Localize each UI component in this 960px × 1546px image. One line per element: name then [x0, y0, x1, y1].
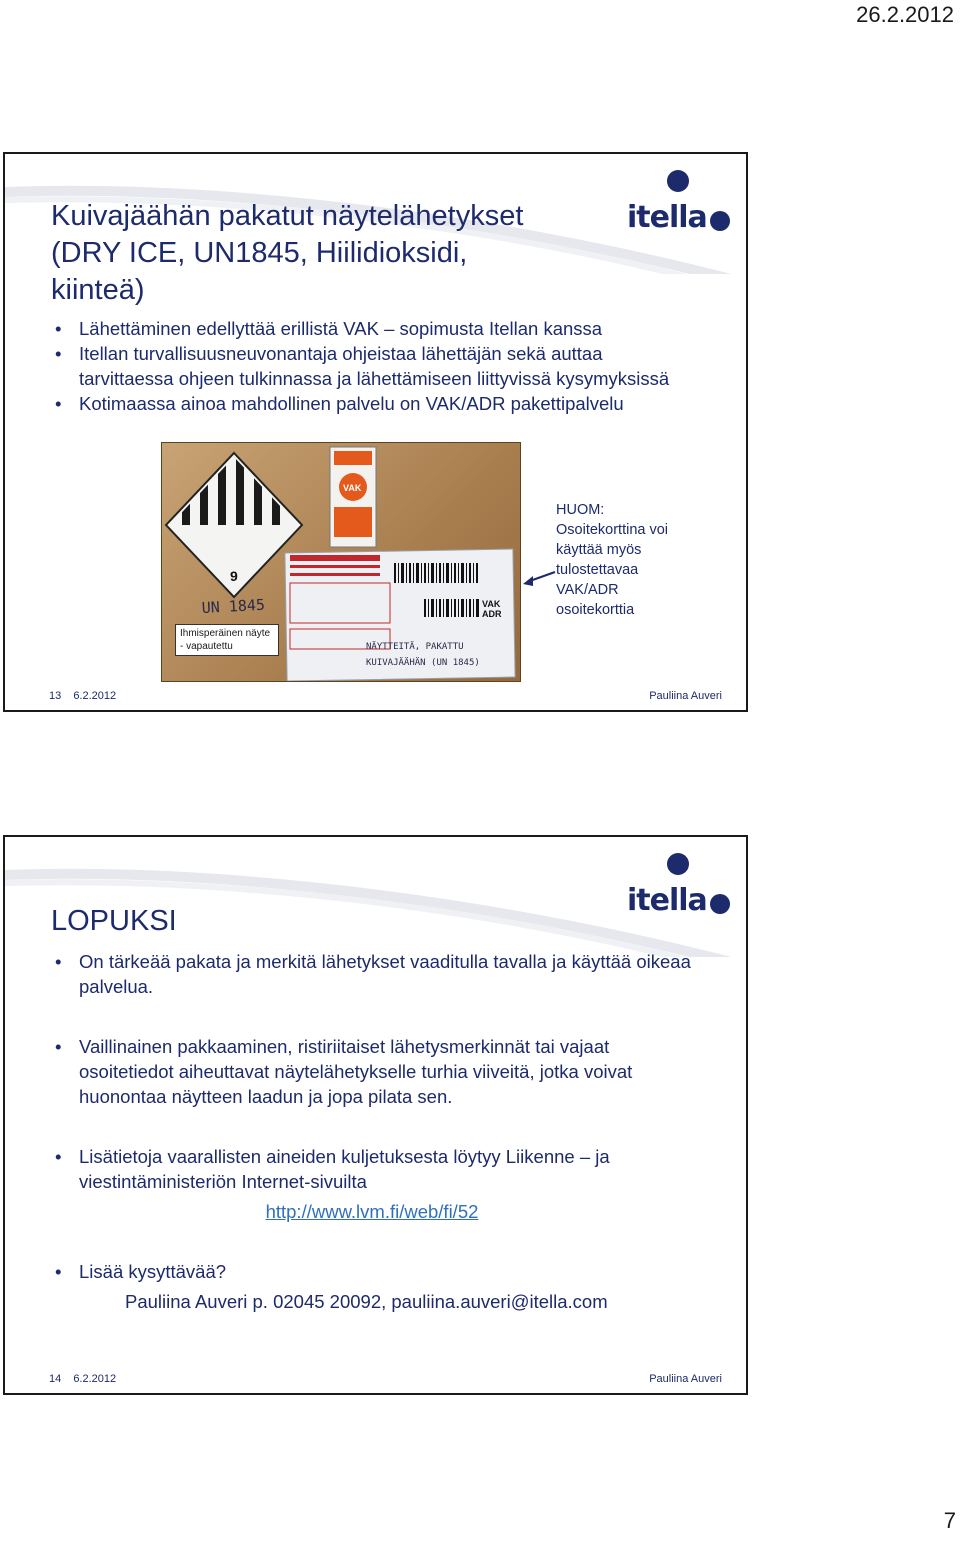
class-number: 9: [230, 568, 238, 584]
svg-text:VAK ADR: [482, 599, 503, 619]
photo-caption: Ihmisperäinen näyte - vapautettu: [175, 624, 279, 656]
handwriting-bottom-line-2: KUIVAJÄÄHÄN (UN 1845): [366, 658, 480, 668]
slide-footer-left: [49, 690, 125, 702]
bullet-text: Lisätietoja vaarallisten aineiden kuljetuksesta löytyy Liikenne – ja viestintäministeriön Internet-sivuilta: [79, 1146, 610, 1192]
handwriting-bottom-line-1: NÄYTTEITÄ, PAKATTU: [366, 642, 464, 652]
bullet-item: • Kotimaassa ainoa mahdollinen palvelu on VAK/ADR pakettipalvelu: [55, 391, 695, 416]
bullet-item: [55, 1259, 705, 1314]
itella-logo: [627, 168, 737, 238]
bullet-item: • Lähettäminen edellyttää erillistä VAK – sopimusta Itellan kanssa: [55, 316, 695, 341]
vak-text: VAK: [343, 483, 362, 493]
note-line: tulostettavaa: [556, 562, 639, 578]
note-line: osoitekorttia: [556, 602, 635, 618]
footer-date: 6.2.2012: [73, 690, 117, 702]
slide-14: [3, 835, 748, 1395]
page-date: 26.2.2012: [856, 2, 954, 27]
note-line: VAK/ADR: [556, 582, 619, 598]
title-line-1: Kuivajäähän pakatut näytelähetykset: [51, 200, 524, 232]
page-number: 7: [943, 1508, 956, 1533]
logo-text: itella: [627, 200, 707, 235]
vak-orange-label: [330, 447, 376, 547]
slide-number: 13: [49, 690, 62, 702]
bullet-list: [55, 316, 695, 416]
bullet-item: • Vaillinainen pakkaaminen, ristiriitaiset lähetysmerkinnät tai vajaat osoitetiedot aiheuttavat näytelähetykselle turhia viiveitä, jotka voivat huonontaa näytteen laadun ja jopa pilata sen.: [55, 1034, 705, 1109]
footer-author: Pauliina Auveri: [649, 1373, 722, 1385]
slide-footer-left: [49, 1373, 125, 1385]
logo-text: itella: [627, 883, 707, 918]
bullet-item: [55, 1144, 705, 1224]
title-line-2: (DRY ICE, UN1845, Hiilidioksidi,: [51, 237, 468, 269]
slide-number: 14: [49, 1373, 62, 1385]
note-text: [556, 500, 706, 620]
slide-title: [51, 198, 523, 309]
vak-adr-line-1: VAK: [482, 599, 501, 609]
arrow-left-icon: [521, 568, 557, 588]
footer-date: 6.2.2012: [73, 1373, 117, 1385]
slide-title: LOPUKSI: [51, 905, 177, 937]
note-line: Osoitekorttina voi: [556, 522, 669, 538]
contact-info: Pauliina Auveri p. 02045 20092, pauliina.auveri@itella.com: [125, 1291, 608, 1312]
bullet-item: • Itellan turvallisuusneuvonantaja ohjeistaa lähettäjän sekä auttaa tarvittaessa ohjeen tulkinnassa ja lähettämiseen liittyvissä kysymyksissä: [55, 341, 695, 391]
slide-13: [3, 152, 748, 712]
lvm-link[interactable]: http://www.lvm.fi/web/fi/52: [265, 1201, 479, 1222]
vak-adr-line-2: ADR: [482, 609, 502, 619]
bullet-item: • On tärkeää pakata ja merkitä lähetykset vaaditulla tavalla ja käyttää oikeaa palvelua.: [55, 949, 705, 999]
handwriting-un: UN 1845: [201, 595, 266, 617]
itella-logo: [627, 851, 737, 921]
bullet-text: Lisää kysyttävää?: [79, 1261, 227, 1282]
footer-author: Pauliina Auveri: [649, 690, 722, 702]
bullet-list: [55, 949, 705, 1314]
address-card: [285, 549, 515, 681]
title-line-3: kiinteä): [51, 274, 145, 306]
note-line: käyttää myös: [556, 542, 642, 558]
class9-hazard-label: [166, 453, 302, 597]
note-line: HUOM:: [556, 502, 605, 518]
